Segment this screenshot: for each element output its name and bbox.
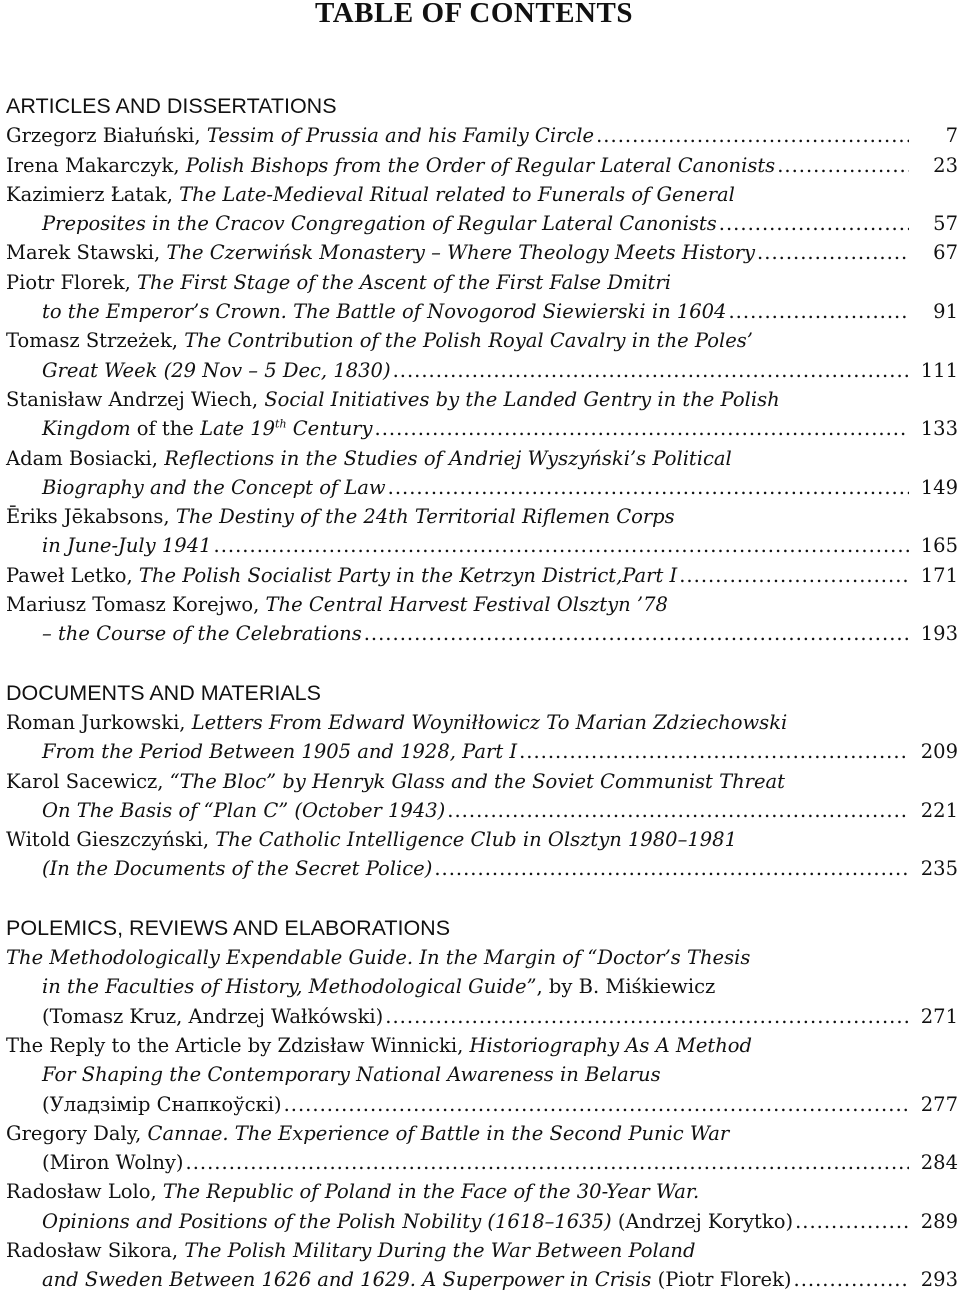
- entry-line: [6, 414, 958, 443]
- entry-text: [6, 943, 750, 972]
- entry-title: The Polish Military During the War Between Poland: [184, 1238, 696, 1262]
- entry-author: Kazimierz Łatak,: [6, 182, 180, 206]
- entry-title: The Polish Socialist Party in the Ketrzyn District,Part I: [138, 563, 678, 587]
- toc-entry[interactable]: [6, 1031, 958, 1119]
- entry-title: – the Course of the Celebrations: [42, 622, 362, 646]
- entry-text: [6, 1031, 752, 1060]
- dot-leader: [679, 561, 909, 590]
- entry-suffix: (Miron Wolny): [42, 1151, 184, 1175]
- entry-text: [6, 1119, 729, 1148]
- toc-entry[interactable]: [6, 767, 958, 826]
- entry-author: Radosław Sikora,: [6, 1238, 185, 1262]
- entry-suffix: (Piotr Florek): [651, 1268, 792, 1292]
- entry-text: [42, 531, 212, 560]
- entry-line: [6, 590, 958, 619]
- page-number: 221: [920, 798, 958, 822]
- entry-text: [6, 180, 735, 209]
- entry-text: [42, 356, 391, 385]
- entry-author: Grzegorz Białuński,: [6, 124, 207, 148]
- entry-line: [6, 209, 958, 238]
- entry-author: Ēriks Jēkabsons,: [6, 505, 176, 529]
- toc-entry[interactable]: [6, 1177, 958, 1236]
- entry-line: [6, 943, 958, 972]
- entry-title: The Catholic Intelligence Club in Olsztyn 1980–1981: [215, 828, 737, 852]
- dot-leader: [447, 796, 909, 825]
- entry-line: [6, 619, 958, 648]
- entry-author: Mariusz Tomasz Korejwo,: [6, 593, 266, 617]
- entry-text: [42, 1002, 383, 1031]
- entry-line: [6, 825, 958, 854]
- entry-text: [6, 238, 755, 267]
- entry-title: Polish Bishops from the Order of Regular Lateral Canonists: [185, 153, 776, 177]
- entry-text: [42, 796, 445, 825]
- entry-text: [42, 1207, 793, 1236]
- page-number: 284: [920, 1151, 958, 1175]
- entry-line: [6, 1119, 958, 1148]
- entry-author: Tomasz Strzeżek,: [6, 329, 185, 353]
- entry-text: [6, 767, 785, 796]
- dot-leader: [777, 151, 909, 180]
- entry-title: Tessim of Prussia and his Family Circle: [206, 124, 595, 148]
- entry-line: [6, 1060, 958, 1089]
- entry-text: [6, 121, 594, 150]
- entry-text: [42, 1090, 282, 1119]
- entry-title: The Destiny of the 24th Territorial Riflemen Corps: [175, 505, 675, 529]
- entry-title: Late 19: [200, 417, 276, 441]
- entry-author: Marek Stawski,: [6, 241, 167, 265]
- entry-author: Piotr Florek,: [6, 270, 138, 294]
- toc-entry[interactable]: [6, 268, 958, 327]
- section-heading: DOCUMENTS AND MATERIALS: [6, 680, 321, 705]
- entry-line: [6, 854, 958, 883]
- toc-entry[interactable]: [6, 825, 958, 884]
- entry-author: Irena Makarczyk,: [6, 153, 186, 177]
- toc-section: [6, 914, 958, 1295]
- page-number: 133: [920, 417, 958, 441]
- entry-text: [42, 1265, 792, 1294]
- toc-entry[interactable]: [6, 943, 958, 1031]
- toc-entry[interactable]: [6, 502, 958, 561]
- entry-text: [6, 502, 675, 531]
- toc-entry[interactable]: [6, 1236, 958, 1295]
- entry-title: The First Stage of the Ascent of the First False Dmitri: [137, 270, 671, 294]
- toc-section: [6, 92, 958, 649]
- dot-leader: [757, 238, 909, 267]
- entry-title: Kingdom: [42, 417, 131, 441]
- toc-page: [6, 0, 958, 1295]
- entry-line: [6, 1090, 958, 1119]
- dot-leader: [728, 297, 909, 326]
- dot-leader: [794, 1265, 910, 1294]
- superscript: th: [275, 417, 287, 431]
- dot-leader: [434, 854, 909, 883]
- entry-line: [6, 1236, 958, 1265]
- entry-line: [6, 473, 958, 502]
- toc-entry[interactable]: [6, 561, 958, 590]
- entry-text: [42, 1060, 661, 1089]
- entry-text: [6, 825, 737, 854]
- page-number: 7: [945, 124, 958, 148]
- entry-line: [6, 151, 958, 180]
- entry-text: [6, 590, 668, 619]
- entry-author: Radosław Lolo,: [6, 1180, 163, 1204]
- dot-leader: [364, 619, 909, 648]
- entry-line: [6, 531, 958, 560]
- dot-leader: [596, 121, 909, 150]
- page-number: 23: [933, 153, 958, 177]
- entry-title: Cannae. The Experience of Battle in the Second Punic War: [147, 1121, 730, 1145]
- entry-text: [6, 444, 732, 473]
- page-number: 149: [920, 475, 958, 499]
- entry-title: For Shaping the Contemporary National Awareness in Belarus: [42, 1063, 661, 1087]
- entry-author: Gregory Daly,: [6, 1121, 148, 1145]
- entry-line: [6, 356, 958, 385]
- entry-title: Reflections in the Studies of Andriej Wyszyński’s Political: [164, 446, 732, 470]
- entry-text: [42, 297, 726, 326]
- toc-entry[interactable]: [6, 444, 958, 503]
- section-heading: ARTICLES AND DISSERTATIONS: [6, 94, 337, 118]
- entry-suffix: (Уладзімір Снапкоўскі): [42, 1092, 282, 1116]
- entry-line: [6, 972, 958, 1001]
- toc-entry[interactable]: [6, 121, 958, 150]
- page-number: 271: [920, 1004, 958, 1028]
- page-number: 289: [920, 1209, 958, 1233]
- toc-entry[interactable]: [6, 180, 958, 239]
- entry-line: [6, 1265, 958, 1294]
- entry-text: [6, 268, 671, 297]
- dot-leader: [214, 531, 909, 560]
- entry-title: Biography and the Concept of Law: [42, 475, 386, 499]
- entry-text: [6, 561, 677, 590]
- entry-line: [6, 708, 958, 737]
- entry-suffix: (Andrzej Korytko): [611, 1209, 794, 1233]
- page-number: 209: [920, 740, 958, 764]
- entry-text: [6, 1236, 695, 1265]
- section-heading: POLEMICS, REVIEWS AND ELABORATIONS: [6, 915, 451, 940]
- page-number: 293: [920, 1268, 958, 1292]
- entry-author: Roman Jurkowski,: [6, 710, 192, 734]
- dot-leader: [388, 473, 909, 502]
- entry-title: The Methodologically Expendable Guide. In the Margin of “Doctor’s Thesis: [6, 946, 751, 970]
- entry-text: [42, 1148, 184, 1177]
- entry-suffix: (Tomasz Kruz, Andrzej Wałkówski): [42, 1004, 384, 1028]
- entry-title: in the Faculties of History, Methodological Guide”: [42, 975, 537, 999]
- entry-text: [6, 1177, 699, 1206]
- dot-leader: [393, 356, 909, 385]
- dot-leader: [719, 209, 909, 238]
- page-number: 277: [920, 1092, 958, 1116]
- entry-text: [6, 151, 775, 180]
- entry-line: [6, 1148, 958, 1177]
- entry-title: The Contribution of the Polish Royal Cavalry in the Poles’: [184, 329, 753, 353]
- entry-suffix: , by B. Miśkiewicz: [536, 975, 716, 999]
- entry-title: in June-July 1941: [42, 534, 212, 558]
- toc-section: [6, 679, 958, 884]
- entry-title: Social Initiatives by the Landed Gentry in the Polish: [264, 387, 780, 411]
- entry-title: and Sweden Between 1626 and 1629. A Superpower in Crisis: [42, 1268, 652, 1292]
- entry-title: “The Bloc” by Henryk Glass and the Soviet Communist Threat: [169, 769, 785, 793]
- entry-text: [42, 619, 362, 648]
- entry-title: Century: [286, 417, 373, 441]
- dot-leader: [519, 737, 909, 766]
- page-number: 165: [920, 534, 958, 558]
- entry-line: [6, 767, 958, 796]
- entry-title: The Czerwińsk Monastery – Where Theology Meets History: [166, 241, 756, 265]
- page-number: 235: [920, 857, 958, 881]
- page-title: TABLE OF CONTENTS: [315, 0, 633, 29]
- toc-entry[interactable]: [6, 238, 958, 267]
- entry-author: Karol Sacewicz,: [6, 769, 170, 793]
- entry-line: [6, 796, 958, 825]
- entry-line: [6, 1031, 958, 1060]
- entry-title: (In the Documents of the Secret Police): [42, 857, 433, 881]
- entry-author: The Reply to the Article by Zdzisław Winnicki,: [6, 1033, 470, 1057]
- entry-line: [6, 121, 958, 150]
- dot-leader: [795, 1207, 909, 1236]
- page-number: 193: [920, 622, 958, 646]
- page-number: 57: [933, 212, 958, 236]
- dot-leader: [385, 1002, 909, 1031]
- entry-line: [6, 326, 958, 355]
- entry-line: [6, 180, 958, 209]
- superscript-wrap: [275, 417, 287, 440]
- entry-title: On The Basis of “Plan C” (October 1943): [42, 798, 446, 822]
- entry-text: [42, 473, 386, 502]
- page-number: 91: [933, 300, 958, 324]
- entry-text: [6, 385, 780, 414]
- entry-line: [6, 1207, 958, 1236]
- entry-line: [6, 737, 958, 766]
- entry-author: Adam Bosiacki,: [6, 446, 165, 470]
- entry-title-connector: of the: [130, 417, 201, 441]
- entry-title: to the Emperor’s Crown. The Battle of Novogorod Siewierski in 1604: [42, 300, 727, 324]
- entry-author: Witold Gieszczyński,: [6, 828, 216, 852]
- entry-title: From the Period Between 1905 and 1928, Part I: [42, 740, 518, 764]
- toc-entry[interactable]: [6, 326, 958, 385]
- entry-line: [6, 561, 958, 590]
- dot-leader: [186, 1148, 909, 1177]
- entry-title: Preposites in the Cracov Congregation of Regular Lateral Canonists: [42, 212, 717, 236]
- dot-leader: [375, 414, 910, 443]
- entry-text: [42, 414, 373, 443]
- entry-text: [42, 854, 432, 883]
- entry-line: [6, 1177, 958, 1206]
- entry-title: The Central Harvest Festival Olsztyn ’78: [265, 593, 668, 617]
- entry-line: [6, 268, 958, 297]
- toc-entry[interactable]: [6, 708, 958, 767]
- entry-line: [6, 1002, 958, 1031]
- toc-entry[interactable]: [6, 1119, 958, 1178]
- entry-title: Opinions and Positions of the Polish Nobility (1618–1635): [42, 1209, 612, 1233]
- entry-text: [42, 972, 715, 1001]
- entry-title: Great Week (29 Nov – 5 Dec, 1830): [42, 358, 391, 382]
- entry-text: [6, 326, 753, 355]
- toc-sections: [6, 92, 958, 1295]
- entry-title: The Late-Medieval Ritual related to Funerals of General: [179, 182, 735, 206]
- toc-entry[interactable]: [6, 385, 958, 444]
- entry-text: [42, 209, 717, 238]
- entry-author: Stanisław Andrzej Wiech,: [6, 387, 265, 411]
- page-number: 111: [920, 358, 958, 382]
- entry-line: [6, 444, 958, 473]
- entry-author: Paweł Letko,: [6, 563, 139, 587]
- entry-title: The Republic of Poland in the Face of the 30-Year War.: [162, 1180, 700, 1204]
- entry-title: Letters From Edward Woyniłłowicz To Marian Zdziechowski: [191, 710, 788, 734]
- dot-leader: [284, 1090, 909, 1119]
- page-number: 171: [920, 563, 958, 587]
- entry-text: [42, 737, 517, 766]
- toc-entry[interactable]: [6, 590, 958, 649]
- entry-text: [6, 708, 787, 737]
- entry-line: [6, 238, 958, 267]
- toc-entry[interactable]: [6, 151, 958, 180]
- entry-line: [6, 502, 958, 531]
- page-number: 67: [933, 241, 958, 265]
- entry-line: [6, 297, 958, 326]
- entry-title: Historiography As A Method: [469, 1033, 753, 1057]
- entry-line: [6, 385, 958, 414]
